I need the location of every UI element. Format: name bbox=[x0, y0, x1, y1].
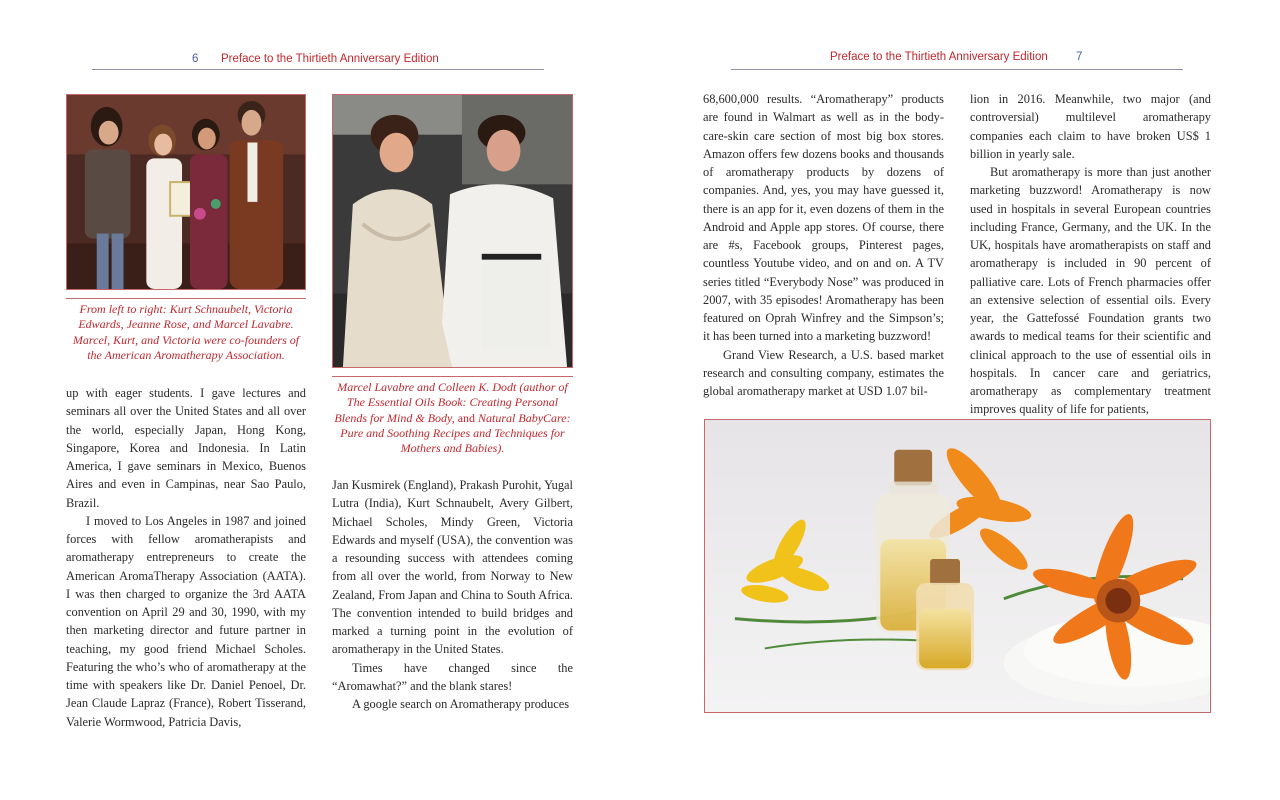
caption-photo-one: From left to right: Kurt Schnaubelt, Victoria Edwards, Jeanne Rose, and Marcel Lavabre. Marcel, Kurt, and Victoria were co-founders of the American Aromatherapy Association. bbox=[66, 298, 306, 363]
caption2-close: ). bbox=[497, 441, 505, 456]
paragraph: Jan Kusmirek (England), Prakash Purohit, Yugal Lutra (India), Kurt Schnaubelt, Avery Gilbert, Michael Scholes, Mindy Green, Victoria Edwards and myself (USA), the convention was a resounding success with attendees coming from all over the world, from Norway to New Zealand, From Japan and China to South Africa. The convention intended to build bridges and marked a turning point in the evolution of aromatherapy in the United States. bbox=[332, 478, 573, 657]
right-page-column-2 bbox=[970, 90, 1211, 419]
left-page-column-1 bbox=[66, 384, 306, 731]
paragraph: Grand View Research, a U.S. based market research and consulting company, estimates the global aromatherapy market at USD 1.07 bil- bbox=[703, 347, 944, 398]
paragraph: lion in 2016. Meanwhile, two major (and controversial) multilevel aromatherapy companies each claim to have broken US$ 1 billion in yearly sale. bbox=[970, 92, 1211, 161]
right-page-column-1 bbox=[703, 90, 944, 400]
caption2-and: and bbox=[457, 410, 476, 425]
paragraph: Times have changed since the “Aromawhat?” and the blank stares! bbox=[332, 660, 573, 693]
caption2-part1: Marcel Lavabre and Colleen K. Dodt (author of The Essential Oils Book: Creating Personal Blends for Mind & Body, bbox=[334, 380, 568, 425]
left-page-column-2 bbox=[332, 476, 573, 713]
page-number-right: 7 bbox=[1076, 51, 1083, 63]
running-title-right: Preface to the Thirtieth Anniversary Edition bbox=[830, 51, 1048, 63]
paragraph: I moved to Los Angeles in 1987 and joined forces with fellow aromatherapists and aromatherapy entrepreneurs to create the American AromaTherapy Association (AATA). I was then charged to organize the 3rd AATA convention on April 29 and 30, 1990, with my then marketing director and future partner in teaching, my good friend Michael Scholes. Featuring the who’s who of aromatherapy at the time with speakers like Dr. Daniel Penoel, Dr. Jean Claude Lapraz (France), Robert Tisserand, Valerie Wormwood, Patricia Davis, bbox=[66, 513, 306, 729]
caption-photo-two bbox=[332, 376, 573, 456]
paragraph: up with eager students. I gave lectures and seminars all over the United States and all over the world, especially Japan, Hong Kong, Singapore, Korea and Indonesia. In Latin America, I gave seminars in Mexico, Buenos Aires and even in Campinas, near Sao Paulo, Brazil. bbox=[66, 386, 306, 510]
paragraph: But aromatherapy is more than just another marketing buzzword! Aromatherapy is now used in hospitals in several European countries including France, Germany, and the UK. In the UK, hospitals have aromatherapists on staff and aromatherapy is included in 90 percent of palliative care. Lots of French pharmacies offer an extensive selection of essential oils. Every year, the Gattefossé Foundation grants two awards to medical teams for their scientific and clinical approach to the use of essential oils in hospitals. In cancer care and geriatrics, aromatherapy as complementary treatment improves quality of life for patients, bbox=[970, 165, 1211, 417]
photo-four-cofounders bbox=[66, 94, 306, 290]
photo-essential-oils-calendula bbox=[704, 419, 1211, 713]
running-header-left bbox=[92, 52, 544, 70]
page-number-left: 6 bbox=[192, 53, 199, 65]
running-header-right bbox=[731, 52, 1183, 70]
running-title-left: Preface to the Thirtieth Anniversary Edition bbox=[221, 53, 439, 65]
photo-lavabre-dodt bbox=[332, 94, 573, 368]
paragraph: A google search on Aromatherapy produces bbox=[352, 697, 570, 711]
paragraph: 68,600,000 results. “Aromatherapy” products are found in Walmart as well as in the body-care-skin care section of most big box stores. Amazon offers few dozens books and thousands of aromatherapy products by dozens of companies. And, yes, you may have guessed it, there is an app for it, even dozens of them in the Android and Apple app stores. Of course, there are #s, Facebook groups, Pinterest pages, countless Youtube video, and on and on. A TV series titled “Everybody Nose” was produced in 2007, with 35 episodes! Aromatherapy has been featured on Oprah Winfrey and the Simpson’s; it has been turned into a marketing buzzword! bbox=[703, 92, 944, 344]
caption2-part2: Natural BabyCare: Pure and Soothing Recipes and Techniques for Mothers and Babies bbox=[340, 410, 571, 456]
